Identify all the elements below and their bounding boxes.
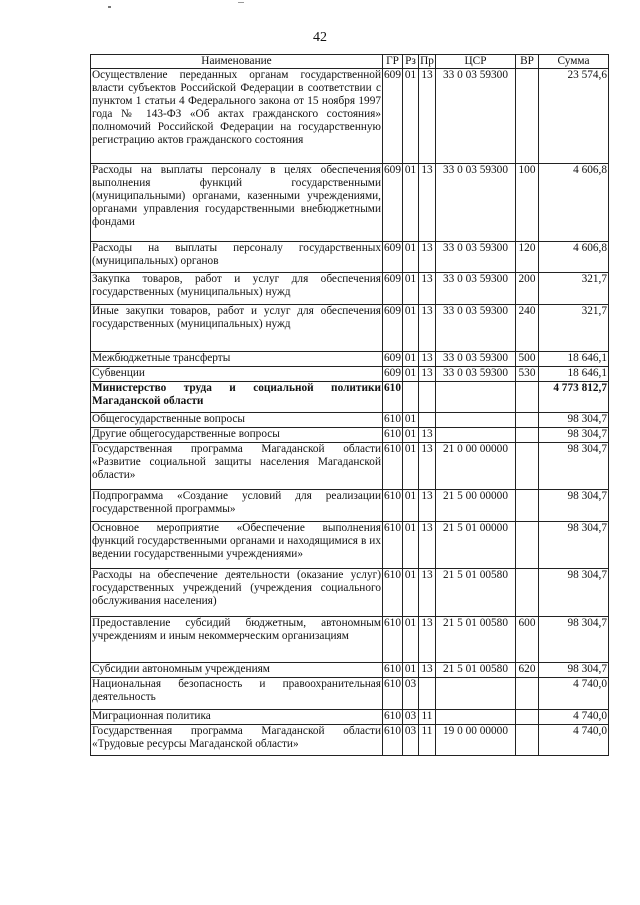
cell-pr [419,382,436,413]
cell-name: Иные закупки товаров, работ и услуг для обеспечения государственных (муниципальных) нужд [91,305,383,352]
cell-vr [516,725,539,756]
cell-vr: 200 [516,273,539,305]
header-pr: Пр [420,55,434,67]
cell-pr: 13 [419,569,436,617]
cell-name: Другие общегосударственные вопросы [91,428,383,443]
cell-vr [516,428,539,443]
budget-table [90,54,609,756]
cell-rz: 01 [403,663,419,678]
cell-gr: 610 [383,617,403,663]
cell-gr: 610 [383,413,403,428]
table-row [91,352,609,367]
cell-pr: 13 [419,522,436,569]
cell-rz: 01 [403,617,419,663]
cell-csr: 33 0 03 59300 [436,69,516,164]
cell-name: Расходы на выплаты персоналу государственных (муниципальных) органов [91,242,383,273]
cell-gr: 609 [383,242,403,273]
cell-gr: 610 [383,428,403,443]
table-body [91,69,609,756]
cell-rz: 01 [403,443,419,490]
cell-rz: 01 [403,367,419,382]
cell-gr: 610 [383,569,403,617]
cell-pr: 13 [419,367,436,382]
cell-pr: 13 [419,273,436,305]
cell-vr [516,443,539,490]
cell-sum: 98 304,7 [539,569,609,617]
scan-speck [108,6,111,8]
cell-vr [516,490,539,522]
cell-sum: 18 646,1 [539,367,609,382]
cell-pr: 13 [419,352,436,367]
cell-name: Основное мероприятие «Обеспечение выполнения функций государственными органами и находящимися в их ведении государственными учреждениями» [91,522,383,569]
cell-vr: 500 [516,352,539,367]
cell-sum: 98 304,7 [539,490,609,522]
table-row [91,710,609,725]
cell-gr: 609 [383,164,403,242]
cell-rz: 01 [403,352,419,367]
cell-pr: 13 [419,69,436,164]
cell-csr: 21 0 00 00000 [436,443,516,490]
cell-gr: 610 [383,490,403,522]
cell-csr: 33 0 03 59300 [436,164,516,242]
cell-gr: 609 [383,367,403,382]
cell-vr [516,413,539,428]
table-row [91,569,609,617]
cell-rz: 03 [403,725,419,756]
cell-vr: 620 [516,663,539,678]
cell-csr: 33 0 03 59300 [436,305,516,352]
cell-csr: 21 5 01 00580 [436,617,516,663]
cell-pr: 13 [419,305,436,352]
table-row [91,428,609,443]
header-gr: ГР [383,55,403,69]
cell-name: Миграционная политика [91,710,383,725]
cell-gr: 610 [383,710,403,725]
cell-vr [516,69,539,164]
table-row [91,242,609,273]
cell-rz: 01 [403,164,419,242]
cell-sum: 4 773 812,7 [539,382,609,413]
cell-sum: 98 304,7 [539,428,609,443]
cell-vr: 530 [516,367,539,382]
header-row [91,55,609,69]
cell-csr: 33 0 03 59300 [436,367,516,382]
table-row [91,663,609,678]
cell-pr: 13 [419,428,436,443]
scan-speck [238,2,244,3]
table-row [91,69,609,164]
cell-sum: 23 574,6 [539,69,609,164]
cell-name: Субвенции [91,367,383,382]
cell-sum: 98 304,7 [539,413,609,428]
cell-csr [436,382,516,413]
table-row [91,725,609,756]
cell-rz: 01 [403,569,419,617]
cell-vr [516,710,539,725]
cell-vr [516,522,539,569]
header-name: Наименование [91,55,383,69]
cell-csr [436,710,516,725]
cell-rz: 03 [403,710,419,725]
cell-name: Министерство труда и социальной политики Магаданской области [91,382,383,413]
cell-pr [419,678,436,710]
cell-csr: 19 0 00 00000 [436,725,516,756]
cell-gr: 610 [383,522,403,569]
cell-name: Расходы на обеспечение деятельности (оказание услуг) государственных учреждений (учреждения социального обслуживания населения) [91,569,383,617]
cell-rz: 03 [403,678,419,710]
table-row [91,678,609,710]
cell-csr: 21 5 01 00580 [436,569,516,617]
cell-csr: 21 5 01 00000 [436,522,516,569]
table-row [91,382,609,413]
cell-sum: 98 304,7 [539,617,609,663]
cell-sum: 4 740,0 [539,710,609,725]
cell-name: Общегосударственные вопросы [91,413,383,428]
cell-gr: 609 [383,352,403,367]
cell-name: Предоставление субсидий бюджетным, автономным учреждениям и иным некоммерческим организациям [91,617,383,663]
cell-csr [436,678,516,710]
cell-vr: 120 [516,242,539,273]
cell-csr: 33 0 03 59300 [436,352,516,367]
cell-csr: 33 0 03 59300 [436,273,516,305]
cell-pr [419,413,436,428]
cell-pr: 13 [419,490,436,522]
cell-gr: 609 [383,69,403,164]
table-row [91,522,609,569]
cell-sum: 4 740,0 [539,725,609,756]
cell-rz: 01 [403,522,419,569]
cell-pr: 13 [419,164,436,242]
cell-csr [436,428,516,443]
cell-rz [403,382,419,413]
cell-rz: 01 [403,413,419,428]
cell-sum: 4 740,0 [539,678,609,710]
cell-pr: 13 [419,663,436,678]
cell-pr: 11 [419,710,436,725]
header-vr: ВР [516,55,539,69]
cell-sum: 98 304,7 [539,443,609,490]
table-row [91,490,609,522]
cell-name: Закупка товаров, работ и услуг для обеспечения государственных (муниципальных) нужд [91,273,383,305]
table-row [91,443,609,490]
header-rz: Рз [403,55,419,69]
cell-gr: 610 [383,725,403,756]
cell-rz: 01 [403,69,419,164]
cell-vr [516,569,539,617]
cell-vr: 100 [516,164,539,242]
cell-name: Государственная программа Магаданской области «Трудовые ресурсы Магаданской области» [91,725,383,756]
header-sum: Сумма [539,55,609,69]
table-row [91,413,609,428]
cell-csr [436,413,516,428]
cell-gr: 609 [383,273,403,305]
cell-pr: 11 [419,725,436,756]
table-row [91,367,609,382]
table-row [91,164,609,242]
cell-gr: 610 [383,663,403,678]
cell-pr: 13 [419,617,436,663]
cell-vr [516,382,539,413]
header-csr: ЦСР [436,55,516,69]
cell-name: Подпрограмма «Создание условий для реализации государственной программы» [91,490,383,522]
cell-sum: 321,7 [539,273,609,305]
page-number: 42 [313,30,327,45]
table-row [91,305,609,352]
table-row [91,617,609,663]
cell-pr: 13 [419,443,436,490]
cell-sum: 4 606,8 [539,164,609,242]
cell-rz: 01 [403,428,419,443]
cell-name: Национальная безопасность и правоохранительная деятельность [91,678,383,710]
cell-rz: 01 [403,242,419,273]
cell-rz: 01 [403,273,419,305]
cell-gr: 610 [383,382,403,413]
cell-csr: 21 5 01 00580 [436,663,516,678]
cell-sum: 321,7 [539,305,609,352]
cell-name: Осуществление переданных органам государственной власти субъектов Российской Федерации в соответствии с пунктом 1 статьи 4 Федерального закона от 15 ноября 1997 года № 143-ФЗ «Об актах гражданского состояния» полномочий Российской Федерации на государственную регистрацию актов гражданского состояния [91,69,383,164]
cell-vr: 600 [516,617,539,663]
cell-name: Субсидии автономным учреждениям [91,663,383,678]
cell-rz: 01 [403,490,419,522]
cell-vr [516,678,539,710]
cell-rz: 01 [403,305,419,352]
cell-sum: 98 304,7 [539,522,609,569]
cell-csr: 21 5 00 00000 [436,490,516,522]
cell-name: Государственная программа Магаданской области «Развитие социальной защиты населения Магаданской области» [91,443,383,490]
cell-csr: 33 0 03 59300 [436,242,516,273]
cell-name: Межбюджетные трансферты [91,352,383,367]
cell-gr: 610 [383,443,403,490]
cell-gr: 609 [383,305,403,352]
cell-gr: 610 [383,678,403,710]
cell-name: Расходы на выплаты персоналу в целях обеспечения выполнения функций государственными (муниципальными) органами, казенными учреждениями, органами управления государственными внебюджетными фондами [91,164,383,242]
cell-sum: 98 304,7 [539,663,609,678]
cell-pr: 13 [419,242,436,273]
table-row [91,273,609,305]
cell-vr: 240 [516,305,539,352]
cell-sum: 4 606,8 [539,242,609,273]
cell-sum: 18 646,1 [539,352,609,367]
